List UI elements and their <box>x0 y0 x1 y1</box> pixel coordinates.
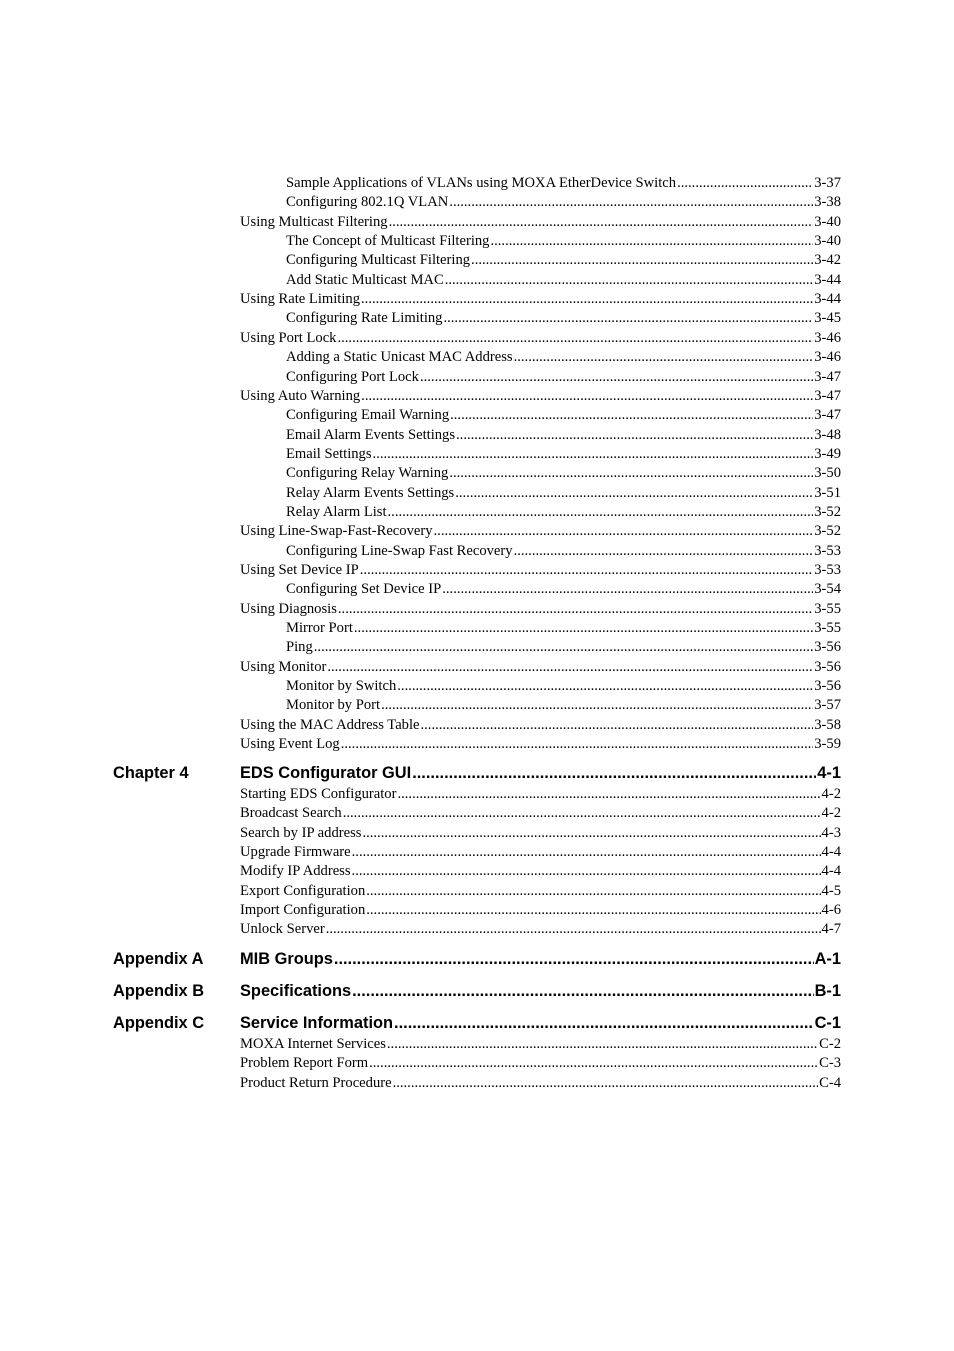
toc-entry-page: 4-2 <box>821 805 841 822</box>
toc-entry[interactable] <box>240 562 841 579</box>
toc-entry[interactable] <box>240 1055 841 1072</box>
toc-entry[interactable] <box>286 581 841 598</box>
toc-entry-page: 3-55 <box>814 620 841 637</box>
toc-entry-title: Using Port Lock <box>240 329 337 346</box>
dot-leader <box>337 330 813 347</box>
toc-entry-title: Configuring Relay Warning <box>286 465 449 482</box>
toc-entry-title: MIB Groups <box>240 950 333 968</box>
toc-entry-page: C-2 <box>819 1036 841 1052</box>
toc-entry-title: Configuring Rate Limiting <box>286 310 443 327</box>
toc-entry-title: Configuring Set Device IP <box>286 581 442 598</box>
dot-leader <box>360 562 813 579</box>
toc-entry-page: 4-7 <box>821 921 841 938</box>
dot-leader <box>369 1055 818 1072</box>
toc-entry[interactable] <box>240 330 841 347</box>
toc-entry-page: 3-46 <box>814 329 841 346</box>
toc-entry-title: Starting EDS Configurator <box>240 786 397 802</box>
toc-entry[interactable] <box>240 717 841 734</box>
dot-leader <box>421 717 814 734</box>
toc-entry[interactable] <box>286 697 841 714</box>
dot-leader <box>352 844 821 861</box>
toc-entry-title: Using Diagnosis <box>240 600 337 617</box>
dot-leader <box>352 982 813 1001</box>
toc-entry-title: Problem Report Form <box>240 1055 369 1072</box>
toc-entry-page: 3-44 <box>814 271 841 288</box>
dot-leader <box>412 764 816 783</box>
dot-leader <box>341 736 814 753</box>
toc-entry-title: Configuring Line-Swap Fast Recovery <box>286 542 513 559</box>
toc-entry-page: 3-57 <box>814 697 841 714</box>
toc-entry[interactable] <box>240 736 841 753</box>
dot-leader <box>455 485 813 502</box>
toc-entry-title: Using Auto Warning <box>240 387 361 404</box>
toc-entry-title: Email Alarm Events Settings <box>286 426 456 443</box>
toc-entry-page: 4-6 <box>821 902 841 919</box>
dot-leader <box>514 543 814 560</box>
toc-entry-title: Using Line-Swap-Fast-Recovery <box>240 523 433 540</box>
chapter-label: Chapter 4 <box>113 764 189 782</box>
toc-entry-page: 3-47 <box>814 368 841 385</box>
dot-leader <box>434 523 814 540</box>
toc-entry-title: EDS Configurator GUI <box>240 764 412 782</box>
toc-entry-title: Using Multicast Filtering <box>240 213 388 230</box>
toc-entry-title: Relay Alarm Events Settings <box>286 484 455 501</box>
toc-entry-page: 3-38 <box>814 194 841 211</box>
toc-entry-page: 3-37 <box>814 175 841 191</box>
dot-leader <box>362 825 820 842</box>
toc-entry-title: Using Rate Limiting <box>240 291 360 308</box>
toc-entry[interactable] <box>286 678 841 695</box>
toc-entry[interactable] <box>240 786 841 803</box>
dot-leader <box>388 504 814 521</box>
dot-leader <box>326 921 821 938</box>
toc-entry-page: 4-2 <box>821 786 841 802</box>
toc-entry-page: 3-44 <box>814 291 841 308</box>
toc-entry-title: Adding a Static Unicast MAC Address <box>286 349 513 366</box>
toc-entry[interactable] <box>240 1075 841 1092</box>
toc-entry-page: 4-4 <box>821 844 841 861</box>
toc-entry-title: Upgrade Firmware <box>240 844 351 861</box>
toc-entry[interactable] <box>286 620 841 637</box>
toc-entry-page: 3-52 <box>814 523 841 540</box>
toc-entry-page: 3-50 <box>814 465 841 482</box>
toc-entry-page: A-1 <box>814 950 841 968</box>
toc-entry-page: 3-47 <box>814 387 841 404</box>
toc-entry[interactable] <box>240 291 841 308</box>
dot-leader <box>338 601 813 618</box>
toc-entry-title: Using Set Device IP <box>240 562 359 578</box>
toc-entry[interactable] <box>286 465 841 482</box>
toc-entry-page: 3-56 <box>814 639 841 656</box>
dot-leader <box>397 786 820 803</box>
toc-entry-title: Configuring Email Warning <box>286 407 450 424</box>
toc-entry-title: Relay Alarm List <box>286 503 387 520</box>
toc-entry-page: 3-53 <box>814 562 841 578</box>
toc-entry[interactable] <box>286 504 841 521</box>
toc-entry-page: 3-46 <box>814 349 841 366</box>
dot-leader <box>420 369 813 386</box>
toc-entry-page: 3-47 <box>814 407 841 424</box>
dot-leader <box>393 1075 819 1092</box>
dot-leader <box>387 1036 818 1053</box>
dot-leader <box>314 639 813 656</box>
dot-leader <box>327 659 813 676</box>
toc-entry-page: C-4 <box>819 1074 841 1091</box>
toc-entry[interactable] <box>240 523 841 540</box>
toc-entry-title: Add Static Multicast MAC <box>286 271 444 288</box>
toc-entry[interactable] <box>240 844 841 861</box>
toc-entry[interactable] <box>240 601 841 618</box>
toc-entry-page: 4-4 <box>821 863 841 880</box>
toc-entry-title: The Concept of Multicast Filtering <box>286 233 490 250</box>
toc-entry-page: 3-51 <box>814 484 841 501</box>
dot-leader <box>366 902 820 919</box>
toc-entry-title: Search by IP address <box>240 824 362 841</box>
toc-entry-title: Modify IP Address <box>240 863 351 880</box>
toc-entry[interactable] <box>286 272 841 289</box>
dot-leader <box>445 272 814 289</box>
toc-entry[interactable] <box>240 863 841 880</box>
toc-entry-page: 3-59 <box>814 736 841 753</box>
toc-entry-page: 4-5 <box>821 882 841 899</box>
toc-entry-page: 3-49 <box>814 445 841 462</box>
dot-leader <box>514 349 814 366</box>
toc-entry[interactable] <box>240 659 841 676</box>
toc-entry-title: Specifications <box>240 982 352 1000</box>
toc-entry[interactable] <box>286 252 841 269</box>
toc-entry[interactable] <box>286 485 841 502</box>
toc-entry-title: Service Information <box>240 1014 394 1032</box>
dot-leader <box>490 233 813 250</box>
dot-leader <box>397 678 813 695</box>
chapter-label: Appendix A <box>113 950 204 968</box>
toc-entry-page: 3-40 <box>814 233 841 250</box>
toc-entry-title: Monitor by Port <box>286 697 381 714</box>
toc-entry-title: Unlock Server <box>240 921 325 938</box>
dot-leader <box>381 697 813 714</box>
dot-leader <box>443 310 813 327</box>
toc-entry-title: Using Monitor <box>240 658 327 675</box>
toc-entry-title: Monitor by Switch <box>286 678 397 695</box>
toc-entry[interactable] <box>240 883 841 900</box>
toc-entry-page: 3-53 <box>814 542 841 559</box>
toc-entry[interactable] <box>240 805 841 822</box>
toc-entry-page: 3-48 <box>814 426 841 443</box>
toc-entry-title: Export Configuration <box>240 882 366 899</box>
dot-leader <box>354 620 813 637</box>
chapter-heading-entry[interactable] <box>240 764 841 783</box>
dot-leader <box>442 581 813 598</box>
dot-leader <box>361 388 813 405</box>
toc-entry[interactable] <box>286 310 841 327</box>
toc-entry-title: Configuring 802.1Q VLAN <box>286 194 449 211</box>
toc-entry-title: Import Configuration <box>240 902 366 919</box>
toc-entry[interactable] <box>286 446 841 463</box>
toc-entry-page: 3-42 <box>814 252 841 269</box>
toc-entry[interactable] <box>240 1036 841 1053</box>
dot-leader <box>366 883 820 900</box>
toc-entry[interactable] <box>286 175 841 192</box>
toc-entry-title: Ping <box>286 639 313 656</box>
toc-entry-page: C-3 <box>819 1055 841 1072</box>
toc-entry[interactable] <box>286 369 841 386</box>
toc-entry-page: 3-55 <box>814 600 841 617</box>
toc-entry-page: 3-40 <box>814 213 841 230</box>
toc-entry-title: MOXA Internet Services <box>240 1036 386 1052</box>
toc-entry[interactable] <box>286 233 841 250</box>
toc-entry-page: 3-54 <box>814 581 841 598</box>
toc-entry[interactable] <box>286 407 841 424</box>
dot-leader <box>334 950 814 969</box>
toc-entry[interactable] <box>240 388 841 405</box>
toc-entry-title: Broadcast Search <box>240 805 342 822</box>
toc-entry-title: Email Settings <box>286 445 372 462</box>
chapter-heading-entry[interactable] <box>240 982 841 1001</box>
toc-entry[interactable] <box>240 214 841 231</box>
toc-entry[interactable] <box>286 543 841 560</box>
toc-entry-page: 3-52 <box>814 503 841 520</box>
toc-entry-page: 3-45 <box>814 310 841 327</box>
dot-leader <box>389 214 814 231</box>
dot-leader <box>373 446 814 463</box>
toc-entry-page: B-1 <box>814 982 841 1000</box>
toc-entry[interactable] <box>286 349 841 366</box>
toc-entry-page: 4-3 <box>821 824 841 841</box>
toc-entry-title: Configuring Multicast Filtering <box>286 252 471 269</box>
toc-entry-title: Using the MAC Address Table <box>240 716 420 733</box>
dot-leader <box>471 252 813 269</box>
toc-entry[interactable] <box>240 921 841 938</box>
toc-entry[interactable] <box>240 825 841 842</box>
toc-entry[interactable] <box>240 902 841 919</box>
dot-leader <box>456 427 813 444</box>
toc-entry[interactable] <box>286 194 841 211</box>
toc-entry-page: C-1 <box>814 1014 841 1032</box>
toc-entry-title: Configuring Port Lock <box>286 368 419 385</box>
chapter-heading-entry[interactable] <box>240 1014 841 1033</box>
dot-leader <box>394 1014 814 1033</box>
toc-entry-title: Mirror Port <box>286 620 353 637</box>
dot-leader <box>449 465 813 482</box>
toc-entry[interactable] <box>286 639 841 656</box>
toc-entry-title: Sample Applications of VLANs using MOXA EtherDevice Switch <box>286 175 677 191</box>
toc-entry-page: 3-58 <box>814 716 841 733</box>
toc-entry-title: Using Event Log <box>240 736 340 753</box>
dot-leader <box>361 291 813 308</box>
chapter-label: Appendix C <box>113 1014 205 1032</box>
toc-entry-page: 4-1 <box>817 764 841 782</box>
toc-entry-page: 3-56 <box>814 678 841 695</box>
toc-entry[interactable] <box>286 427 841 444</box>
toc-entry-title: Product Return Procedure <box>240 1074 392 1091</box>
dot-leader <box>343 805 821 822</box>
toc-entry-page: 3-56 <box>814 658 841 675</box>
dot-leader <box>450 407 813 424</box>
dot-leader <box>449 194 813 211</box>
chapter-label: Appendix B <box>113 982 205 1000</box>
dot-leader <box>352 863 821 880</box>
dot-leader <box>677 175 813 192</box>
chapter-heading-entry[interactable] <box>240 950 841 969</box>
